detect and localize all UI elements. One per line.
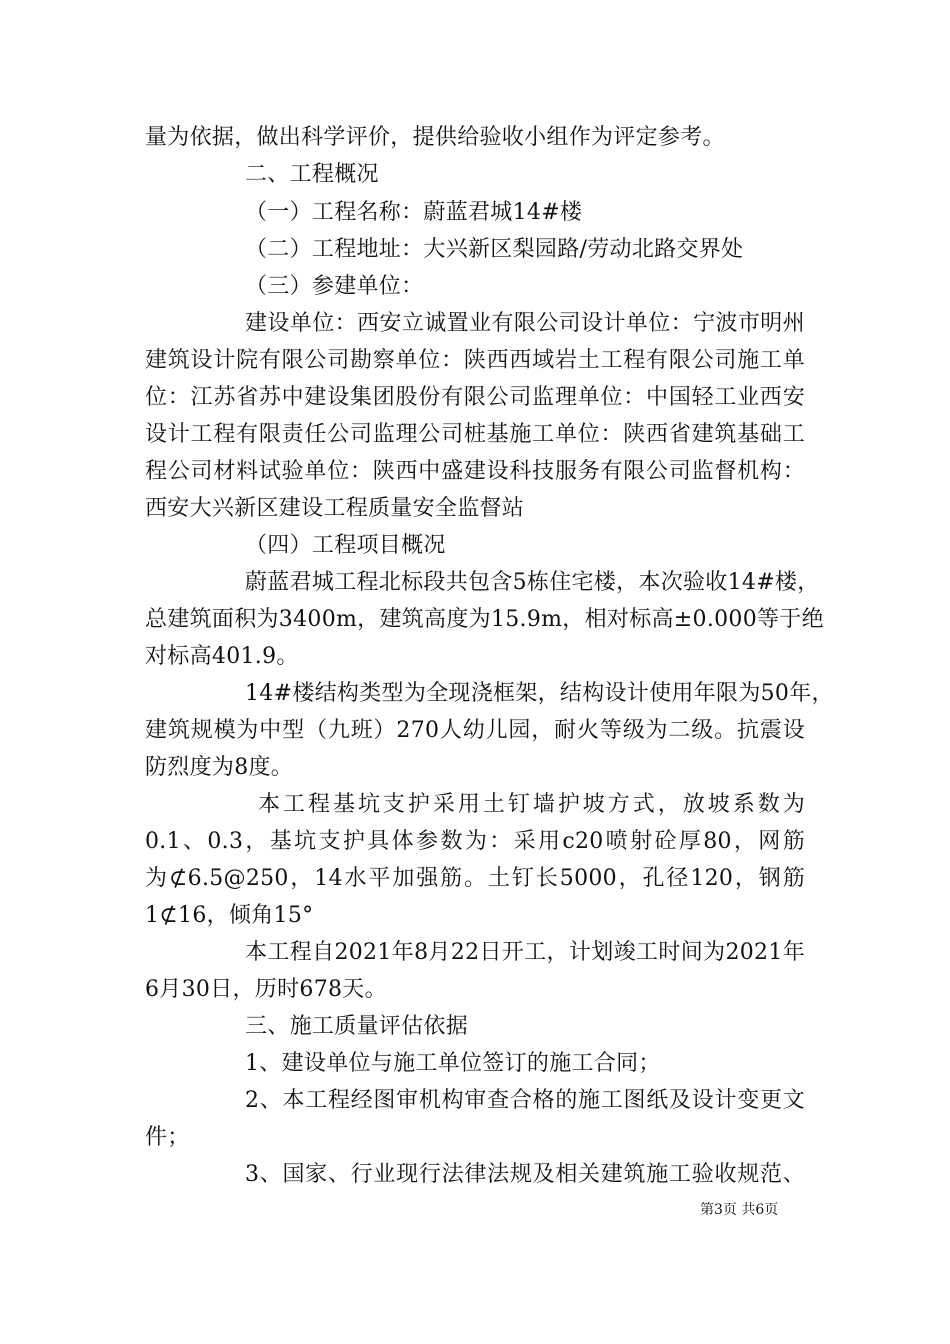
paragraph-line: 量为依据，做出科学评价，提供给验收小组作为评定参考。 (145, 125, 725, 150)
paragraph-line: 总建筑面积为3400m，建筑高度为15.9m，相对标高±0.000等于绝 (145, 607, 824, 632)
paragraph-line: 建设单位：西安立诚置业有限公司设计单位：宁波市明州 (245, 311, 805, 336)
paragraph-line: 对标高401.9。 (145, 644, 299, 669)
subsection-heading: （一）工程名称：蔚蓝君城14#楼 (245, 200, 583, 225)
list-item: 2、本工程经图审机构审查合格的施工图纸及设计变更文 (245, 1088, 805, 1113)
paragraph-line: 西安大兴新区建设工程质量安全监督站 (145, 496, 525, 521)
paragraph-line: 本工程基坑支护采用土钉墙护坡方式，放坡系数为 (258, 792, 805, 817)
paragraph-line: 件； (145, 1125, 190, 1150)
paragraph-line: 本工程自2021年8月22日开工，计划竣工时间为2021年 (245, 940, 805, 965)
paragraph-line: 程公司材料试验单位：陕西中盛建设科技服务有限公司监督机构： (145, 459, 805, 484)
paragraph-line: 1⊄16，倾角15° (145, 903, 314, 928)
paragraph-line: 设计工程有限责任公司监理公司桩基施工单位：陕西省建筑基础工 (145, 422, 805, 447)
paragraph-line: 位：江苏省苏中建设集团股份有限公司监理单位：中国轻工业西安 (145, 385, 805, 410)
section-heading: 二、工程概况 (245, 162, 379, 187)
subsection-heading: （二）工程地址：大兴新区梨园路/劳动北路交界处 (245, 237, 744, 262)
paragraph-line: 为⊄6.5@250，14水平加强筋。土钉长5000，孔径120，钢筋 (145, 866, 805, 891)
paragraph-line: 0.1、0.3，基坑支护具体参数为：采用c20喷射砼厚80，网筋 (145, 829, 805, 854)
subsection-heading: （四）工程项目概况 (245, 533, 446, 558)
page-number-footer: 第3页 共6页 (700, 1202, 779, 1218)
paragraph-line: 建筑规模为中型（九班）270人幼儿园，耐火等级为二级。抗震设 (145, 718, 805, 743)
paragraph-line: 防烈度为8度。 (145, 755, 294, 780)
list-item: 3、国家、行业现行法律法规及相关建筑施工验收规范、 (245, 1162, 805, 1187)
paragraph-line: 建筑设计院有限公司勘察单位：陕西西域岩土工程有限公司施工单 (145, 348, 805, 373)
paragraph-line: 14#楼结构类型为全现浇框架，结构设计使用年限为50年， (245, 681, 834, 706)
paragraph-line: 蔚蓝君城工程北标段共包含5栋住宅楼，本次验收14#楼， (245, 570, 820, 595)
paragraph-line: 6月30日，历时678天。 (145, 977, 387, 1002)
section-heading: 三、施工质量评估依据 (245, 1014, 469, 1039)
subsection-heading: （三）参建单位： (245, 274, 424, 299)
list-item: 1、建设单位与施工单位签订的施工合同； (245, 1051, 661, 1076)
